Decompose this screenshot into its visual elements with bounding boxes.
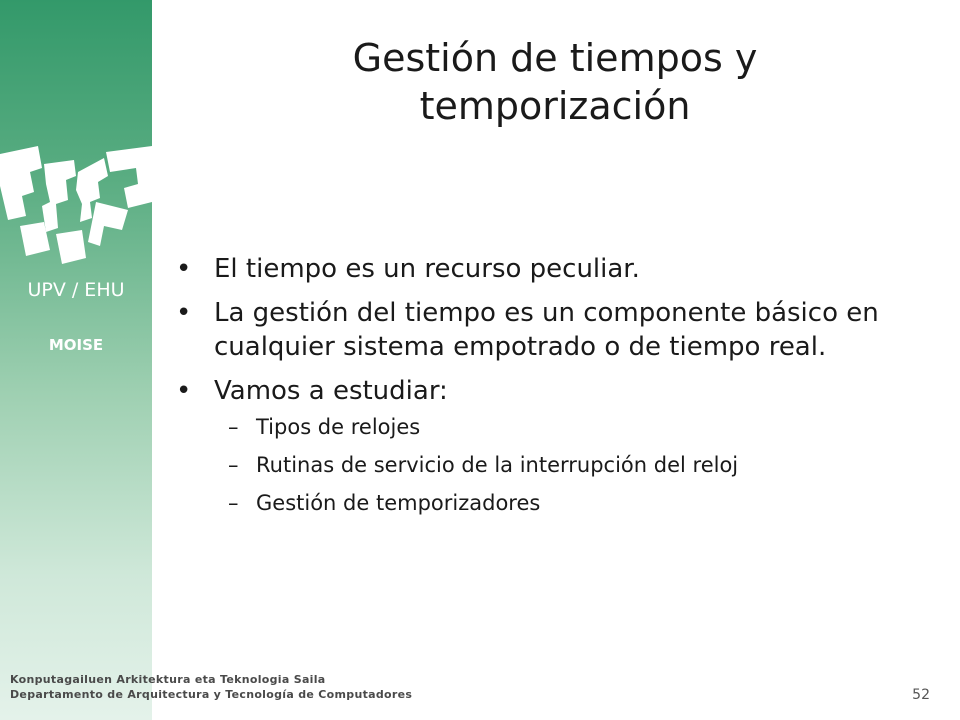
bullet-marker: • (176, 376, 192, 406)
sub-bullet-marker: – (228, 491, 239, 515)
bullet-text: Vamos a estudiar: (214, 376, 448, 406)
sub-bullet-item (176, 452, 916, 478)
bullet-text: La gestión del tiempo es un componente básico en cualquier sistema empotrado o de tiempo real. (214, 298, 879, 362)
sub-bullet-marker: – (228, 453, 239, 477)
slide-content (176, 252, 916, 528)
bullet-marker: • (176, 298, 192, 328)
sub-bullet-text: Tipos de relojes (256, 415, 421, 439)
bullet-item (176, 374, 916, 408)
group-label: MOISE (48, 336, 104, 354)
slide-title (200, 34, 910, 130)
sub-bullet-text: Rutinas de servicio de la interrupción del reloj (256, 453, 739, 477)
slide-title-line-1: Gestión de tiempos y (352, 36, 758, 80)
page-number: 52 (912, 687, 930, 703)
sub-bullet-marker: – (228, 415, 239, 439)
sub-bullet-item (176, 414, 916, 440)
sub-bullet-list (176, 414, 916, 516)
footer-department-basque: Konputagailuen Arkitektura eta Teknologia Saila (10, 673, 326, 686)
university-label: UPV / EHU (27, 279, 125, 301)
bullet-text: El tiempo es un recurso peculiar. (214, 254, 640, 284)
footer-department-spanish: Departamento de Arquitectura y Tecnología de Computadores (10, 688, 413, 701)
sub-bullet-text: Gestión de temporizadores (256, 491, 541, 515)
upv-ehu-logo-icon (0, 146, 152, 266)
bullet-marker: • (176, 254, 192, 284)
slide-title-line-2: temporización (419, 84, 691, 128)
sidebar (0, 0, 152, 720)
bullet-item (176, 296, 916, 364)
bullet-item (176, 252, 916, 286)
sub-bullet-item (176, 490, 916, 516)
footer (10, 672, 412, 702)
